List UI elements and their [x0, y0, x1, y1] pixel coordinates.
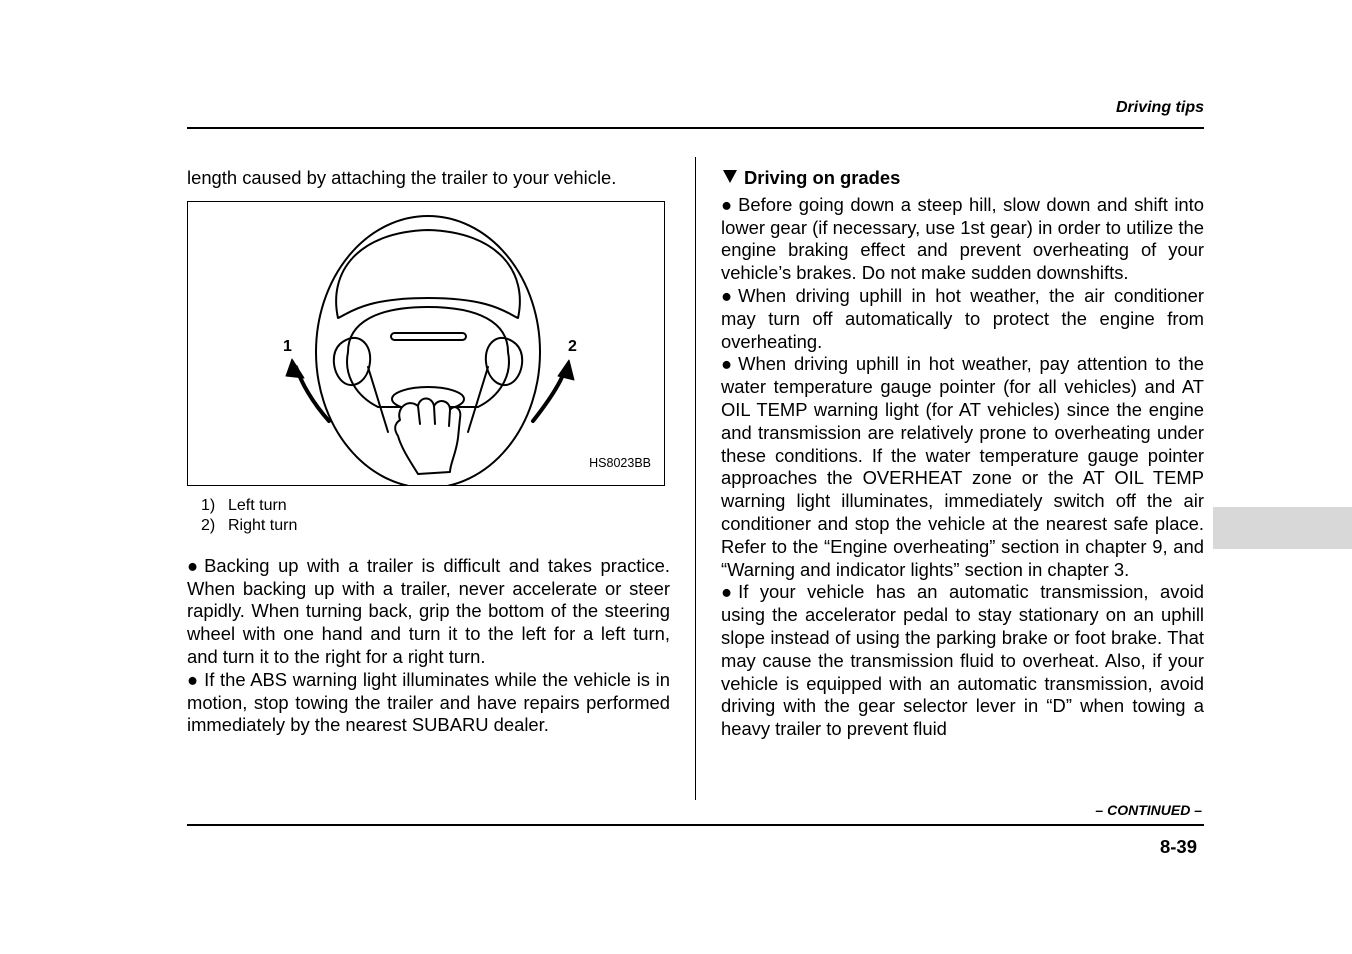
- bullet-text: Before going down a steep hill, slow down and shift into lower gear (if necessary, use 1st gear) in order to utilize the engine braking effect and prevent overheating of your vehicle’s brakes. Do not make sudden downshifts.: [721, 193, 1204, 284]
- triangle-marker-icon: [723, 170, 737, 183]
- bullet-icon: ●: [187, 668, 199, 690]
- bullet-text: When driving uphill in hot weather, pay attention to the water temperature gauge pointer (for all vehicles) and AT OIL TEMP warning light (for AT vehicles) since the engine and transmission are relatively prone to overheating under these conditions. If the water temperature gauge pointer approaches the OVERHEAT zone or the AT OIL TEMP warning light illuminates, immediately switch off the air conditioner and stop the vehicle at the nearest safe place. Refer to the “Engine overheating” section in chapter 9, and “Warning and indicator lights” section in chapter 3.: [721, 353, 1204, 580]
- caption-item: [201, 496, 670, 516]
- steering-wheel-illustration: [188, 202, 664, 485]
- caption-text: Left turn: [228, 496, 287, 514]
- header-rule: [187, 127, 1204, 129]
- bullet-item: [721, 285, 1204, 353]
- bullet-icon: ●: [721, 581, 733, 603]
- bullet-item: [721, 353, 1204, 581]
- left-column: [187, 167, 670, 737]
- bullet-item: [721, 581, 1204, 741]
- caption-number: 1): [201, 496, 216, 514]
- section-title: Driving on grades: [744, 167, 901, 188]
- footer-rule: [187, 824, 1204, 826]
- bullet-item: [721, 194, 1204, 285]
- bullet-text: Backing up with a trailer is difficult and takes practice. When backing up with a trailer, never accelerate or steer rapidly. When turning back, grip the bottom of the steering wheel with one hand and turn it to the left for a left turn, and turn it to the right for a right turn.: [187, 554, 670, 667]
- page-number: 8-39: [1159, 836, 1197, 857]
- caption-text: Right turn: [228, 516, 298, 534]
- bullet-icon: ●: [721, 353, 733, 375]
- continued-marker: – CONTINUED –: [1095, 802, 1202, 818]
- bullet-icon: ●: [721, 193, 733, 215]
- bullet-item: [187, 555, 670, 669]
- section-heading: [721, 167, 1204, 190]
- bullet-item: [187, 669, 670, 737]
- running-head: Driving tips: [1115, 99, 1204, 116]
- bullet-text: When driving uphill in hot weather, the air conditioner may turn off automatically to protect the engine from overheating.: [721, 284, 1204, 352]
- figure-code: HS8023BB: [589, 456, 651, 470]
- caption-number: 2): [201, 516, 216, 534]
- bullet-icon: ●: [187, 554, 199, 576]
- steering-wheel-figure: [187, 201, 665, 486]
- figure-marker-2: 2: [568, 337, 577, 355]
- chapter-thumb-tab: [1213, 507, 1352, 549]
- bullet-text: If your vehicle has an automatic transmission, avoid using the accelerator pedal to stay stationary on an uphill slope instead of using the parking brake or foot brake. That may cause the transmission fluid to overheat. Also, if your vehicle is equipped with an automatic transmission, avoid driving with the gear selector lever in “D” when towing a heavy trailer to prevent fluid: [721, 581, 1204, 740]
- continuation-text: length caused by attaching the trailer to your vehicle.: [187, 167, 617, 188]
- figure-marker-1: 1: [283, 337, 292, 355]
- bullet-icon: ●: [721, 284, 733, 306]
- bullet-text: If the ABS warning light illuminates while the vehicle is in motion, stop towing the trailer and have repairs performed immediately by the nearest SUBARU dealer.: [187, 668, 670, 736]
- caption-item: [201, 516, 670, 536]
- right-column: [721, 167, 1204, 741]
- figure-captions: [201, 496, 670, 536]
- column-divider: [695, 157, 696, 800]
